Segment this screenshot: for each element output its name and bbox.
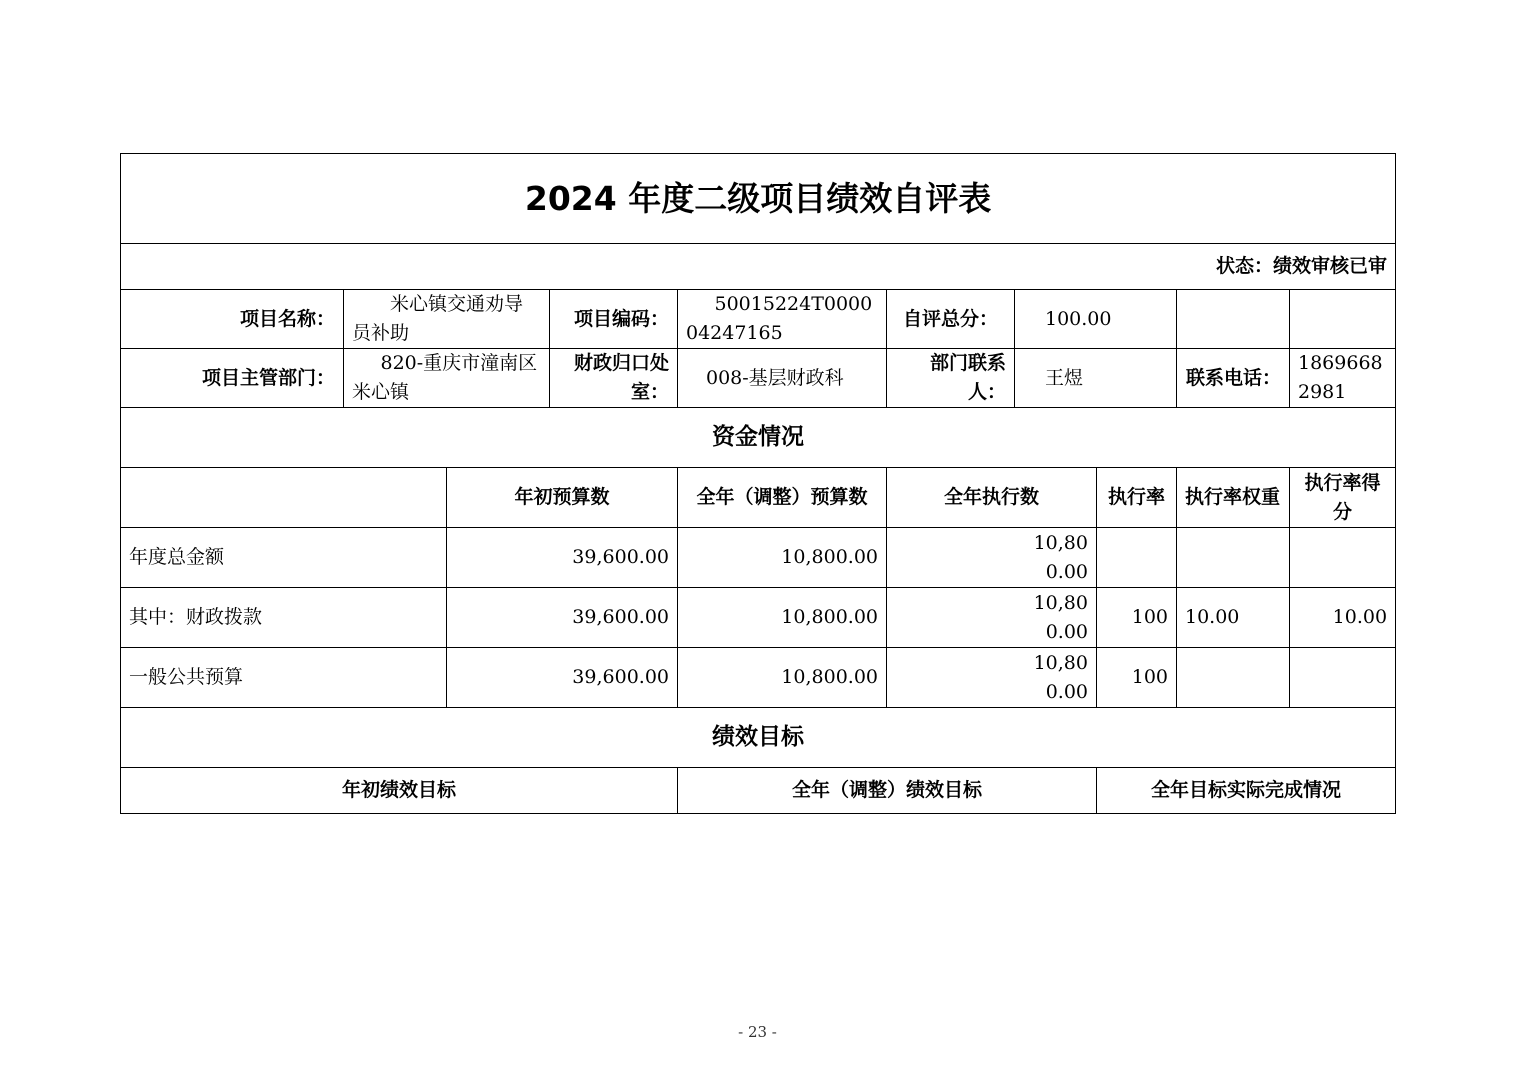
finance-label: 财政归口处室： bbox=[550, 349, 678, 408]
goals-header-initial: 年初绩效目标 bbox=[121, 768, 678, 814]
funds-row-weight bbox=[1177, 648, 1290, 708]
funds-row-score bbox=[1290, 648, 1396, 708]
funds-header-adjusted: 全年（调整）预算数 bbox=[678, 468, 887, 528]
funds-row-weight: 10.00 bbox=[1177, 588, 1290, 648]
self-score-label: 自评总分： bbox=[887, 290, 1015, 349]
funds-row bbox=[121, 648, 1396, 708]
goals-header-row bbox=[121, 768, 1396, 814]
funds-row bbox=[121, 588, 1396, 648]
funds-row-label: 其中：财政拨款 bbox=[121, 588, 447, 648]
empty-cell bbox=[1177, 290, 1290, 349]
finance-value: 008-基层财政科 bbox=[678, 349, 887, 408]
info-row-2 bbox=[121, 349, 1396, 408]
funds-header-score: 执行率得分 bbox=[1290, 468, 1396, 528]
funds-row-label: 年度总金额 bbox=[121, 528, 447, 588]
funds-row-executed: 10,800.00 bbox=[887, 648, 1097, 708]
funds-row bbox=[121, 528, 1396, 588]
funds-row-adjusted: 10,800.00 bbox=[678, 528, 887, 588]
project-code-label: 项目编码： bbox=[550, 290, 678, 349]
funds-header-rate: 执行率 bbox=[1097, 468, 1177, 528]
funds-row-rate: 100 bbox=[1097, 588, 1177, 648]
funds-row-rate: 100 bbox=[1097, 648, 1177, 708]
funds-header-initial: 年初预算数 bbox=[447, 468, 678, 528]
project-name-value: 米心镇交通劝导员补助 bbox=[344, 290, 550, 349]
info-row-1 bbox=[121, 290, 1396, 349]
phone-label: 联系电话： bbox=[1177, 349, 1290, 408]
project-name-label: 项目名称： bbox=[121, 290, 344, 349]
funds-row-weight bbox=[1177, 528, 1290, 588]
dept-value: 820-重庆市潼南区米心镇 bbox=[344, 349, 550, 408]
self-score-value: 100.00 bbox=[1015, 290, 1177, 349]
funds-row-executed: 10,800.00 bbox=[887, 528, 1097, 588]
status-label: 状态：绩效审核已审 bbox=[121, 244, 1396, 290]
goals-header-actual: 全年目标实际完成情况 bbox=[1097, 768, 1396, 814]
page-number: - 23 - bbox=[738, 1023, 777, 1041]
funds-header-empty bbox=[121, 468, 447, 528]
funds-row-initial: 39,600.00 bbox=[447, 528, 678, 588]
funds-row-rate bbox=[1097, 528, 1177, 588]
funds-row-initial: 39,600.00 bbox=[447, 648, 678, 708]
funds-row-label: 一般公共预算 bbox=[121, 648, 447, 708]
goals-section-title: 绩效目标 bbox=[121, 708, 1396, 768]
contact-value: 王煜 bbox=[1015, 349, 1177, 408]
page-title: 2024 年度二级项目绩效自评表 bbox=[121, 154, 1396, 244]
funds-header-weight: 执行率权重 bbox=[1177, 468, 1290, 528]
empty-cell bbox=[1290, 290, 1396, 349]
phone-value: 18696682981 bbox=[1290, 349, 1396, 408]
funds-row-adjusted: 10,800.00 bbox=[678, 588, 887, 648]
funds-header-row bbox=[121, 468, 1396, 528]
contact-label: 部门联系人： bbox=[887, 349, 1015, 408]
funds-header-executed: 全年执行数 bbox=[887, 468, 1097, 528]
funds-row-adjusted: 10,800.00 bbox=[678, 648, 887, 708]
funds-row-executed: 10,800.00 bbox=[887, 588, 1097, 648]
funds-row-score bbox=[1290, 528, 1396, 588]
project-code-value: 50015224T000004247165 bbox=[678, 290, 887, 349]
goals-header-adjusted: 全年（调整）绩效目标 bbox=[678, 768, 1097, 814]
funds-row-score: 10.00 bbox=[1290, 588, 1396, 648]
dept-label: 项目主管部门： bbox=[121, 349, 344, 408]
funds-row-initial: 39,600.00 bbox=[447, 588, 678, 648]
self-evaluation-table bbox=[120, 153, 1396, 814]
funds-section-title: 资金情况 bbox=[121, 408, 1396, 468]
